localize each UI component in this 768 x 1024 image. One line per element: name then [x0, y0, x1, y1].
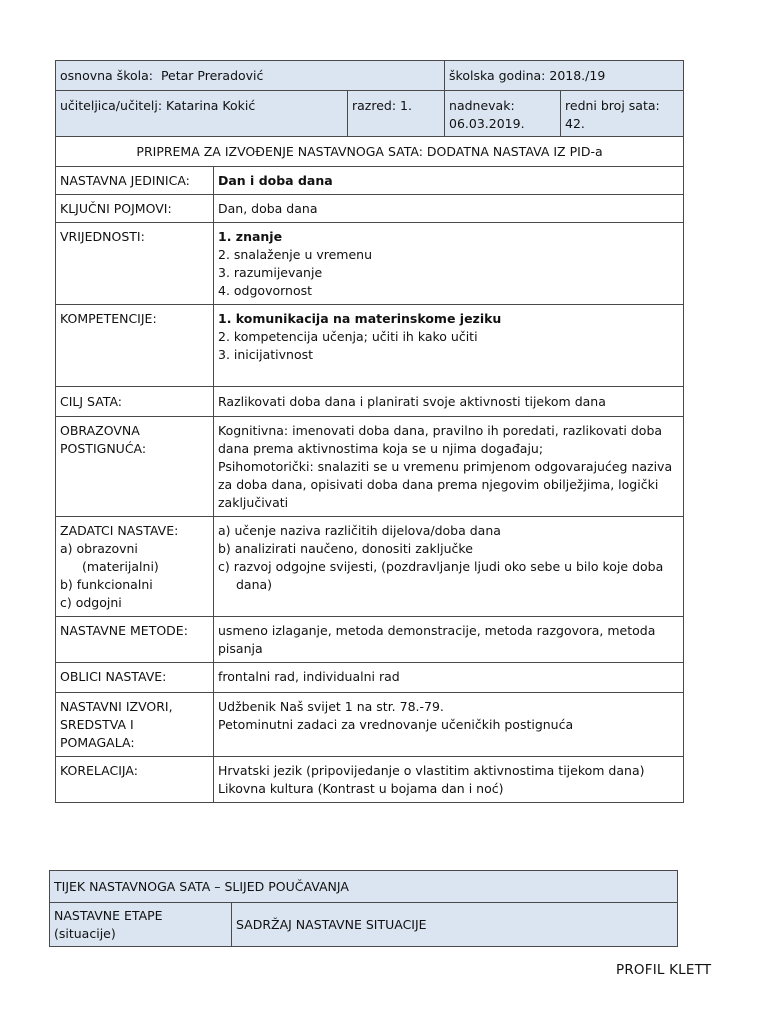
tasks-sub: b) funkcionalni — [60, 577, 153, 592]
flow-title: TIJEK NASTAVNOGA SATA – SLIJED POUČAVANJA — [50, 871, 678, 903]
outcomes-row — [56, 417, 684, 517]
competences-label: KOMPETENCIJE: — [56, 305, 214, 387]
sources-item: Udžbenik Naš svijet 1 na str. 78.-79. — [218, 699, 444, 714]
school-cell — [56, 61, 445, 91]
lesson-number-value: 42. — [565, 116, 585, 131]
teacher-cell — [56, 91, 348, 137]
correlation-item: Hrvatski jezik (pripovijedanje o vlastitim aktivnostima tijekom dana) — [218, 763, 645, 778]
title-row — [56, 137, 684, 167]
lesson-number-cell — [561, 91, 684, 137]
flow-stages-line: NASTAVNE ETAPE — [54, 908, 163, 923]
header-row-2 — [56, 91, 684, 137]
values-list — [214, 223, 684, 305]
lesson-plan-table — [55, 60, 684, 803]
date-cell — [445, 91, 561, 137]
values-item: 3. razumijevanje — [218, 265, 323, 280]
teacher-label: učiteljica/učitelj: — [60, 98, 163, 113]
flow-stages-header — [50, 903, 232, 947]
flow-header-row — [50, 903, 678, 947]
goal-label: CILJ SATA: — [56, 387, 214, 417]
sources-label-line: SREDSTVA I — [60, 717, 134, 732]
school-year-label: školska godina: — [449, 68, 546, 83]
concepts-value: Dan, doba dana — [214, 195, 684, 223]
sources-row — [56, 693, 684, 757]
methods-row — [56, 617, 684, 663]
goal-value: Razlikovati doba dana i planirati svoje aktivnosti tijekom dana — [214, 387, 684, 417]
concepts-label: KLJUČNI POJMOVI: — [56, 195, 214, 223]
date-label: nadnevak: — [449, 98, 515, 113]
methods-label: NASTAVNE METODE: — [56, 617, 214, 663]
sources-list — [214, 693, 684, 757]
tasks-sub: (materijalni) — [82, 559, 159, 574]
values-item: 4. odgovornost — [218, 283, 313, 298]
competences-item: 1. komunikacija na materinskome jeziku — [218, 311, 502, 326]
grade-value: 1. — [400, 98, 412, 113]
correlation-label: KORELACIJA: — [56, 757, 214, 803]
methods-value: usmeno izlaganje, metoda demonstracije, metoda razgovora, metoda pisanja — [214, 617, 684, 663]
school-year-value: 2018./19 — [549, 68, 606, 83]
tasks-label: ZADATCI NASTAVE: — [60, 523, 179, 538]
unit-row — [56, 167, 684, 195]
tasks-item: c) razvoj odgojne svijesti, (pozdravljanje ljudi oko sebe u bilo koje doba dana) — [218, 559, 664, 592]
lesson-flow-table — [49, 870, 678, 947]
forms-row — [56, 663, 684, 693]
outcomes-label — [56, 417, 214, 517]
header-row-1 — [56, 61, 684, 91]
competences-list — [214, 305, 684, 387]
outcomes-text — [214, 417, 684, 517]
correlation-list — [214, 757, 684, 803]
lesson-number-label: redni broj sata: — [565, 98, 660, 113]
flow-stages-line: (situacije) — [54, 926, 116, 941]
unit-value: Dan i doba dana — [214, 167, 684, 195]
correlation-row — [56, 757, 684, 803]
values-label: VRIJEDNOSTI: — [56, 223, 214, 305]
correlation-item: Likovna kultura (Kontrast u bojama dan i noć) — [218, 781, 504, 796]
outcomes-label-line: POSTIGNUĆA: — [60, 441, 147, 456]
date-value: 06.03.2019. — [449, 116, 525, 131]
teacher-value: Katarina Kokić — [166, 98, 256, 113]
competences-item: 3. inicijativnost — [218, 347, 314, 362]
outcomes-label-line: OBRAZOVNA — [60, 423, 140, 438]
concepts-row — [56, 195, 684, 223]
tasks-item: a) učenje naziva različitih dijelova/doba dana — [218, 523, 501, 538]
publisher-brand: PROFIL KLETT — [616, 962, 712, 978]
tasks-list — [214, 517, 684, 617]
flow-title-row — [50, 871, 678, 903]
plan-title: PRIPREMA ZA IZVOĐENJE NASTAVNOGA SATA: DODATNA NASTAVA IZ PID-a — [56, 137, 684, 167]
values-item: 2. snalaženje u vremenu — [218, 247, 372, 262]
school-year-cell — [445, 61, 684, 91]
tasks-sub: c) odgojni — [60, 595, 122, 610]
outcomes-cognitive: Kognitivna: imenovati doba dana, pravilno ih poredati, razlikovati doba dana prema aktivnostima koja se u njima događaju; — [218, 423, 663, 456]
sources-label-line: POMAGALA: — [60, 735, 135, 750]
sources-item: Petominutni zadaci za vrednovanje učeničkih postignuća — [218, 717, 574, 732]
tasks-label-cell — [56, 517, 214, 617]
sources-label — [56, 693, 214, 757]
grade-cell — [348, 91, 445, 137]
unit-label: NASTAVNA JEDINICA: — [56, 167, 214, 195]
competences-item: 2. kompetencija učenja; učiti ih kako učiti — [218, 329, 478, 344]
outcomes-psychomotor: Psihomotorički: snalaziti se u vremenu primjenom odgovarajućeg naziva za doba dana, opisivati doba dana prema njegovim obilježjima, logički zaključivati — [218, 459, 673, 510]
competences-row — [56, 305, 684, 387]
tasks-sub: a) obrazovni — [60, 541, 138, 556]
goal-row — [56, 387, 684, 417]
school-label: osnovna škola: — [60, 68, 153, 83]
school-value: Petar Preradović — [160, 68, 264, 83]
forms-label: OBLICI NASTAVE: — [56, 663, 214, 693]
forms-value: frontalni rad, individualni rad — [214, 663, 684, 693]
tasks-item: b) analizirati naučeno, donositi zaključke — [218, 541, 473, 556]
flow-content-header: SADRŽAJ NASTAVNE SITUACIJE — [232, 903, 678, 947]
sources-label-line: NASTAVNI IZVORI, — [60, 699, 173, 714]
tasks-row — [56, 517, 684, 617]
grade-label: razred: — [352, 98, 397, 113]
values-row — [56, 223, 684, 305]
values-item: 1. znanje — [218, 229, 283, 244]
